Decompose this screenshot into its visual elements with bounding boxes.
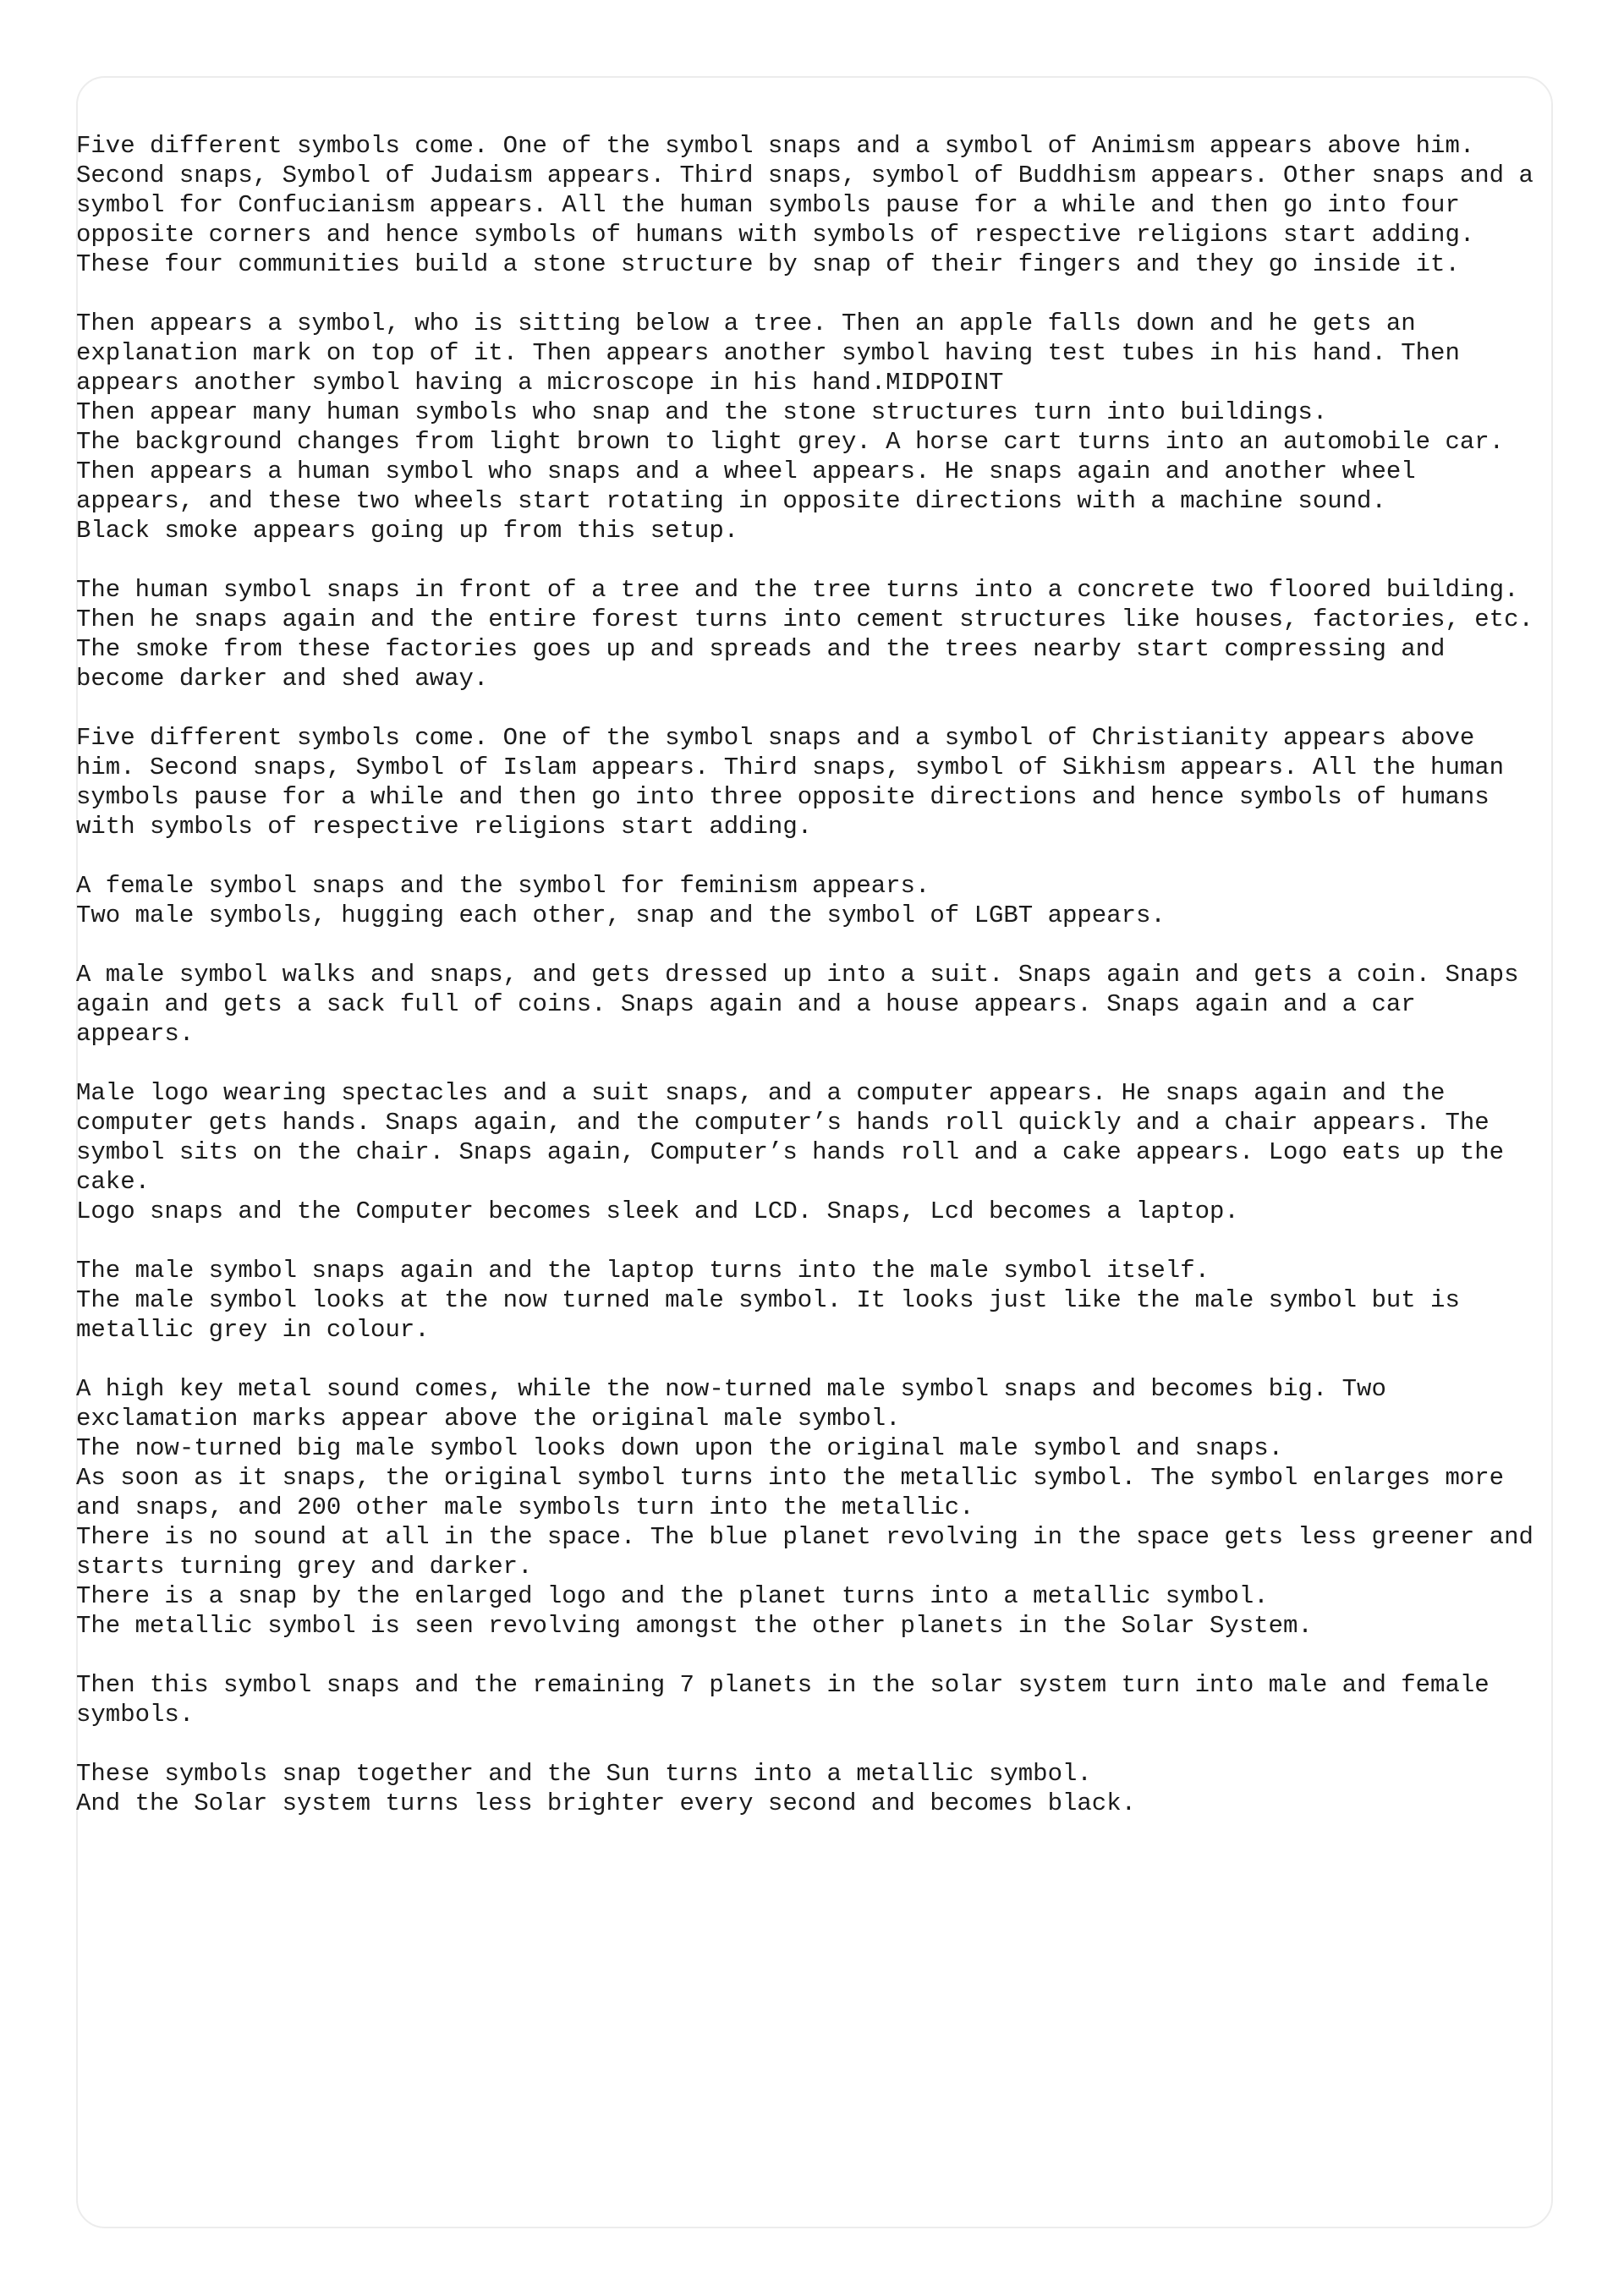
paragraph xyxy=(76,1256,1565,1345)
text-line: A male symbol walks and snaps, and gets dressed up into a suit. Snaps again and gets a coin. Snaps xyxy=(76,961,1519,989)
text-line: The metallic symbol is seen revolving amongst the other planets in the Solar System. xyxy=(76,1612,1313,1640)
text-line: metallic grey in colour. xyxy=(76,1316,430,1344)
text-line: A high key metal sound comes, while the now-turned male symbol snaps and becomes big. Two xyxy=(76,1375,1386,1403)
text-line: symbols. xyxy=(76,1701,195,1729)
paragraph xyxy=(76,309,1565,545)
text-line: Two male symbols, hugging each other, snap and the symbol of LGBT appears. xyxy=(76,901,1166,929)
text-line: cake. xyxy=(76,1168,151,1196)
text-line: Male logo wearing spectacles and a suit snaps, and a computer appears. He snaps again and the xyxy=(76,1079,1446,1107)
paragraph xyxy=(76,871,1565,930)
text-line: appears. xyxy=(76,1020,195,1048)
text-line: And the Solar system turns less brighter every second and becomes black. xyxy=(76,1789,1137,1817)
paragraph xyxy=(76,723,1565,841)
text-line: The now-turned big male symbol looks down upon the original male symbol and snaps. xyxy=(76,1434,1284,1462)
paragraph xyxy=(76,960,1565,1049)
text-line: exclamation marks appear above the original male symbol. xyxy=(76,1405,901,1433)
text-line: These four communities build a stone structure by snap of their fingers and they go inside it. xyxy=(76,250,1460,278)
text-line: symbol for Confucianism appears. All the human symbols pause for a while and then go into four xyxy=(76,191,1460,219)
text-line: symbols pause for a while and then go into three opposite directions and hence symbols of humans xyxy=(76,783,1490,811)
text-line: The male symbol looks at the now turned male symbol. It looks just like the male symbol but is xyxy=(76,1286,1460,1314)
text-line: A female symbol snaps and the symbol for feminism appears. xyxy=(76,872,930,900)
paragraph xyxy=(76,1374,1565,1641)
text-line: and snaps, and 200 other male symbols turn into the metallic. xyxy=(76,1493,974,1521)
text-line: There is no sound at all in the space. The blue planet revolving in the space gets less greener and xyxy=(76,1523,1533,1551)
text-line: These symbols snap together and the Sun turns into a metallic symbol. xyxy=(76,1760,1092,1788)
text-line: starts turning grey and darker. xyxy=(76,1553,533,1581)
text-line: Then this symbol snaps and the remaining 7 planets in the solar system turn into male and female xyxy=(76,1671,1490,1699)
text-line: explanation mark on top of it. Then appears another symbol having test tubes in his hand. Then xyxy=(76,339,1460,367)
text-line: Five different symbols come. One of the symbol snaps and a symbol of Animism appears above him. xyxy=(76,132,1475,160)
text-line: become darker and shed away. xyxy=(76,665,489,693)
text-line: Five different symbols come. One of the symbol snaps and a symbol of Christianity appears above xyxy=(76,724,1475,752)
paragraph xyxy=(76,1078,1565,1226)
text-line: There is a snap by the enlarged logo and the planet turns into a metallic symbol. xyxy=(76,1582,1269,1610)
paragraph xyxy=(76,1759,1565,1818)
text-line: opposite corners and hence symbols of humans with symbols of respective religions start adding. xyxy=(76,221,1475,249)
document-body xyxy=(76,131,1565,1848)
paragraph xyxy=(76,1670,1565,1729)
paragraph xyxy=(76,131,1565,279)
text-line: The male symbol snaps again and the laptop turns into the male symbol itself. xyxy=(76,1257,1210,1285)
text-line: computer gets hands. Snaps again, and the computer’s hands roll quickly and a chair appears. The xyxy=(76,1109,1490,1137)
text-line: The background changes from light brown to light grey. A horse cart turns into an automobile car. xyxy=(76,428,1505,456)
text-line: again and gets a sack full of coins. Snaps again and a house appears. Snaps again and a car xyxy=(76,990,1416,1018)
text-line: symbol sits on the chair. Snaps again, Computer’s hands roll and a cake appears. Logo eats up the xyxy=(76,1138,1505,1166)
text-line: As soon as it snaps, the original symbol turns into the metallic symbol. The symbol enlarges more xyxy=(76,1464,1505,1492)
text-line: Second snaps, Symbol of Judaism appears. Third snaps, symbol of Buddhism appears. Other snaps and a xyxy=(76,162,1533,189)
text-line: with symbols of respective religions start adding. xyxy=(76,813,813,841)
text-line: Black smoke appears going up from this setup. xyxy=(76,517,739,545)
text-line: Logo snaps and the Computer becomes sleek and LCD. Snaps, Lcd becomes a laptop. xyxy=(76,1197,1239,1225)
text-line: Then appears a symbol, who is sitting below a tree. Then an apple falls down and he gets an xyxy=(76,310,1416,337)
text-line: appears, and these two wheels start rotating in opposite directions with a machine sound. xyxy=(76,487,1386,515)
text-line: Then he snaps again and the entire forest turns into cement structures like houses, factories, etc. xyxy=(76,606,1533,633)
paragraph xyxy=(76,575,1565,693)
text-line: The smoke from these factories goes up and spreads and the trees nearby start compressing and xyxy=(76,635,1446,663)
text-line: Then appears a human symbol who snaps and a wheel appears. He snaps again and another wheel xyxy=(76,458,1416,485)
text-line: The human symbol snaps in front of a tree and the tree turns into a concrete two floored building. xyxy=(76,576,1519,604)
text-line: him. Second snaps, Symbol of Islam appears. Third snaps, symbol of Sikhism appears. All the human xyxy=(76,753,1505,781)
text-line: Then appear many human symbols who snap and the stone structures turn into buildings. xyxy=(76,398,1328,426)
text-line: appears another symbol having a microscope in his hand.MIDPOINT xyxy=(76,369,1004,397)
